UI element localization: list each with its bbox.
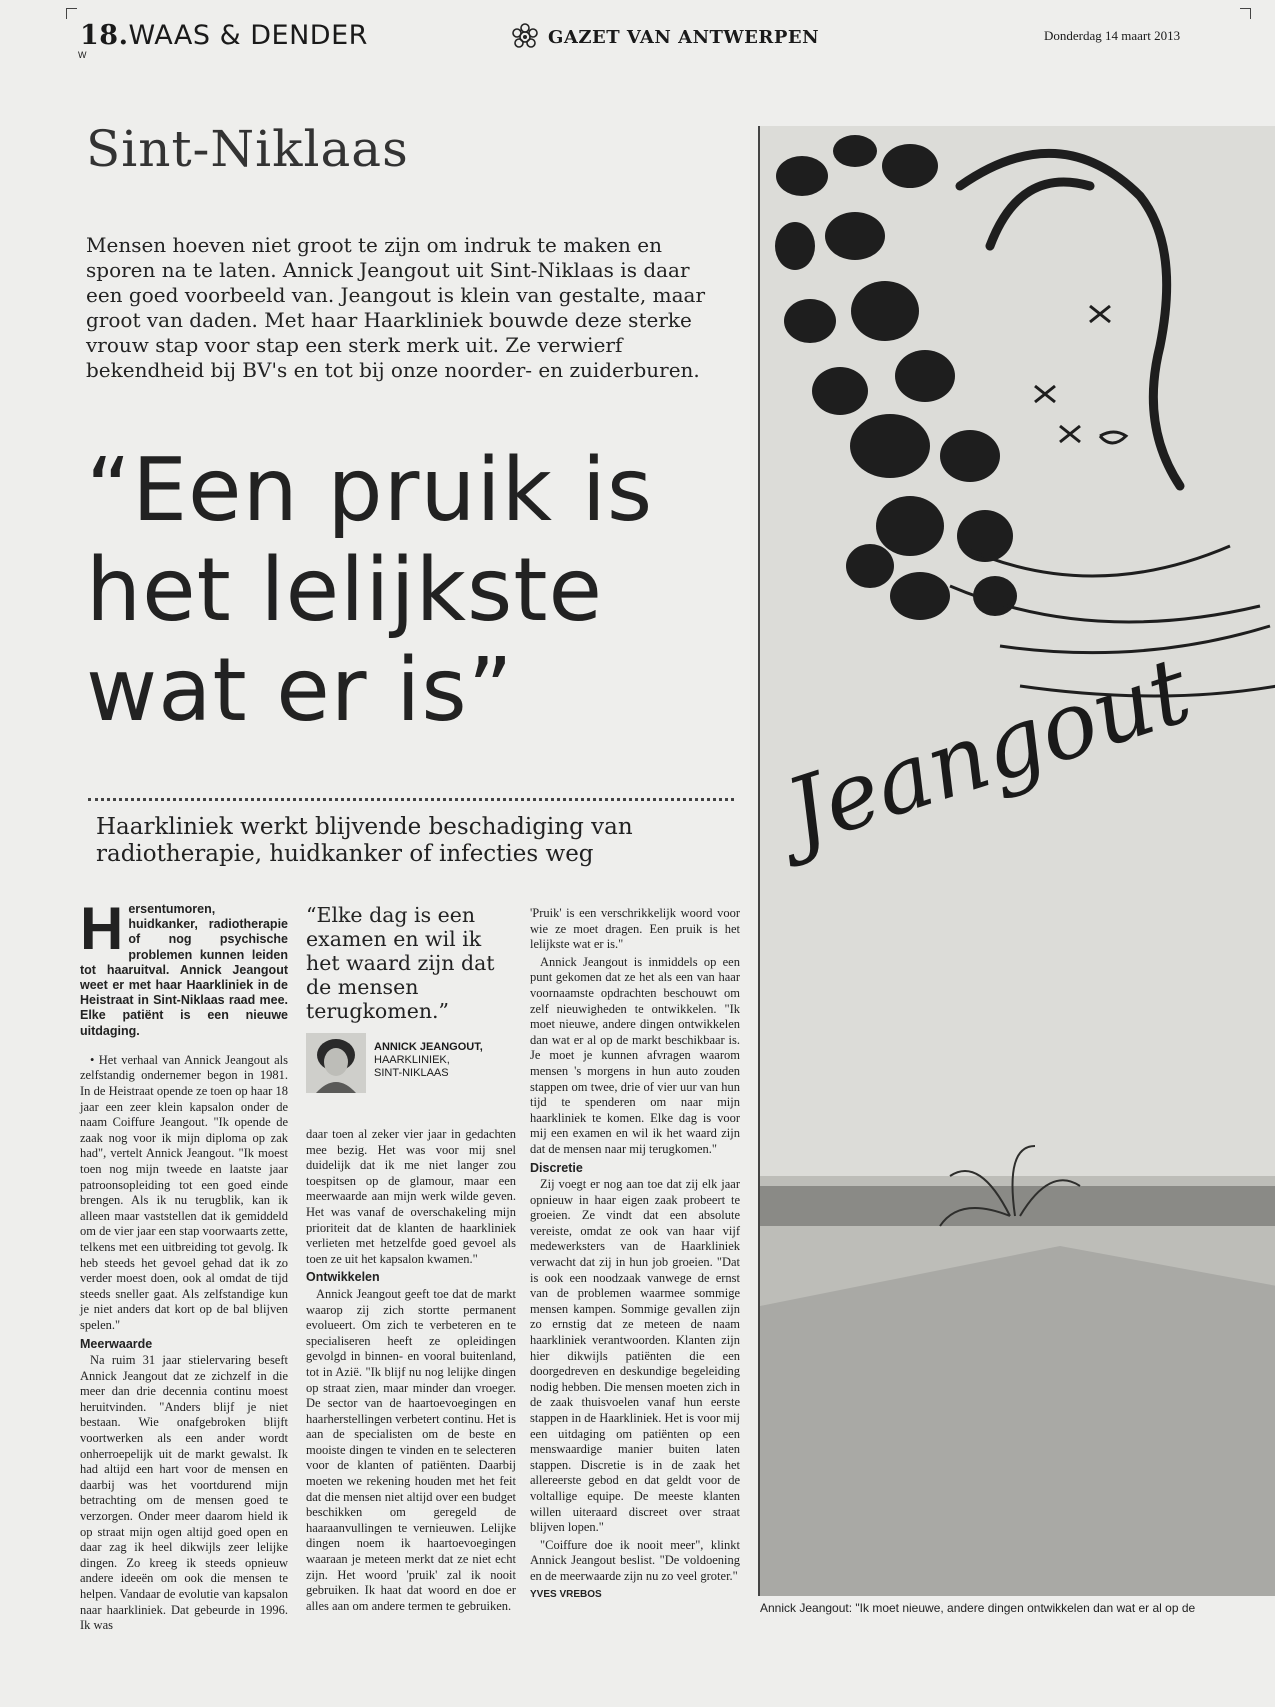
headline-line: wat er is”: [86, 639, 514, 741]
masthead: [508, 22, 819, 52]
headline-line: “Een pruik is: [86, 439, 654, 541]
body-paragraph: Zij voegt er nog aan toe dat zij elk jaar opnieuw in haar eigen zaak probeert te groeien. Ze vindt dat een absolute vereiste, omdat ze ook van haar vijf medewerksters van de Haarkliniek verwacht dat zij in hun job groeien. "Dat is ook een noodzaak vanwege de ernst van de problemen waarmee sommige mensen kampen. Sommige gevallen zijn zo ernstig dat ze meteen de naam haarkliniek verantwoorden. Klanten zijn hier dikwijls patiënten die een doorgedreven en deskundige begeleiding nodig hebben. Die mensen moeten zich in de zaak thuisvoelen vanaf hun eerste stappen in de Haarkliniek. Het is voor mij een uitdaging om patiënten op een menswaardige manier buiten laten stappen. Discretie is in de zaak het allereerste gebod en dat geldt voor de voltallige equipe. De meeste klanten willen uiteraard discreet over straat blijven lopen.": [530, 1177, 741, 1535]
article-column-1: [80, 895, 288, 1636]
intro-line: Mensen hoeven niet groot te zijn om indruk te maken en: [86, 233, 663, 257]
section-header: [80, 20, 368, 51]
intro-line: sporen na te laten. Annick Jeangout uit Sint-Niklaas is daar: [86, 258, 690, 282]
subheading-ontwikkelen: Ontwikkelen: [306, 1270, 380, 1285]
quote-line: “Elke dag is een: [306, 903, 476, 927]
wall-logo-illustration: [760, 126, 1275, 1596]
drop-cap: H: [80, 895, 124, 962]
quote-line: de mensen: [306, 975, 419, 999]
body-paragraph: • Het verhaal van Annick Jeangout als zelfstandig ondernemer begon in 1981. In de Heistraat opende ze toen op haar 18 jaar een zeer klein kapsalon onder de naam Coiffure Jeangout. "Ik opende de zaak nog voor ik mijn diploma op zak had", vertelt Annick Jeangout. "Ik moest toen nog mijn tweede en laatste jaar patroonsopleiding tot een goed einde brengen. Als ik nu terugblik, kan ik alleen maar vaststellen dat ik gemiddeld om de vier jaar een stap voorwaarts zette, telkens met een uitbreiding tot gevolg. Ik heb steeds het gevoel gehad dat ik zo verder moest doen, ook al omdat de tijd steeds sneller gaat. Als zelfstandige kun je niet anders dat kort op de bal blijven spelen.": [80, 1052, 288, 1332]
masthead-title: GAZET VAN ANTWERPEN: [548, 26, 820, 48]
quote-place: SINT-NIKLAAS: [374, 1067, 449, 1079]
intro-line: bekendheid bij BV's en tot bij onze noorder- en zuiderburen.: [86, 358, 700, 382]
dotted-divider: [88, 798, 734, 801]
rose-logo-icon: [508, 22, 542, 52]
byline: YVES VREBOS: [530, 1588, 602, 1600]
body-paragraph: Annick Jeangout is inmiddels op een punt gekomen dat ze het als een van haar voornaamste opdrachten beschouwt om zelf nieuwigheden te ontwikkelen. "Ik moet nieuwe, andere dingen ontwikkelen dan wat er al op de markt beschikbaar is. Je moet je kunnen afvragen waarom mensen 's morgens in hun auto zouden stappen om twee, drie of vier uur van hun tijd te spenderen om naar mijn haarkliniek te komen. Elke dag is voor mij een examen en wil ik het waard zijn dat de mensen naar mij terugkomen.": [530, 954, 740, 1156]
intro-line: vrouw stap voor stap een sterk merk uit. Ze verwierf: [86, 333, 623, 357]
section-name: WAAS & DENDER: [128, 20, 368, 51]
quote-role: HAARKLINIEK,: [374, 1054, 450, 1066]
body-paragraph: daar toen al zeker vier jaar in gedachten mee bezig. Het was voor mij snel duidelijk dat ik me niet langer zou toespitsen op de glamour, maar een meerwaarde aan mijn werk wilde geven. Het was vanaf de overschakeling mijn prioriteit dat de klanten de haarkliniek verlieten met hetzelfde goed gevoel als toen ze uit het kapsalon kwamen.": [306, 1127, 516, 1266]
headline-line: het lelijkste: [86, 539, 603, 641]
article-photo: [758, 126, 1275, 1596]
lead-text: ersentumoren, huidkanker, radiotherapie of nog psychische problemen kunnen leiden tot haaruitval. Annick Jeangout weet er met haar Haarkliniek in de Heistraat in Sint-Niklaas raad mee. Elke patiënt is een nieuwe uitdaging.: [80, 902, 288, 1038]
article-column-2: [306, 1127, 516, 1616]
subhead-line: radiotherapie, huidkanker of infecties weg: [96, 841, 594, 867]
subheadline: [96, 814, 633, 868]
crop-mark: [1240, 8, 1251, 19]
body-paragraph: Na ruim 31 jaar stielervaring beseft Annick Jeangout dat ze zichzelf in die meer dan drie decennia continu moest heruitvinden. "Anders blijf je niet bestaan. Wie onafgebroken blijft voortwerken als een ander wordt onherroepelijk uit de markt gewalst. Ik had altijd een hart voor de mensen en daarbij was het voortdurend mijn betrachting om de mensen goed te verzorgen. Onder meer daarom hield ik op straat mijn ogen altijd goed open en daar zag ik heel dikwijls zeer lelijke dingen. Zo kreeg ik steeds opnieuw andere ideeën om ook die mensen te helpen. Vandaar de evolutie van kapsalon naar haarkliniek. Dat gebeurde in 1996. Ik was: [80, 1353, 288, 1633]
body-paragraph: Annick Jeangout geeft toe dat de markt waarop zij zich stortte permanent evolueert. Om zich te verbeteren en te specialiseren heeft ze opleidingen gevolgd in binnen- en vooral buitenland, tot in Azië. "Ik blijf nu nog lelijke dingen op straat zien, maar minder dan vroeger. De sector van de haartoevoegingen en haarherstellingen verbetert continu. Het is aan de specialisten om de beste en mooiste dingen te vinden en te selecteren voor de klanten of patiënten. Daarbij moeten we rekening houden met het feit dat die mensen niet altijd over een budget beschikken om geregeld de haaraanvullingen te vernieuwen. Lelijke dingen noem ik haartoevoegingen waaraan je meteen merkt dat ze niet echt zijn. Het woord 'pruik' zal ik nooit gebruiken. Ik haat dat woord en doe er alles aan om andere termen te gebruiken.: [306, 1286, 516, 1613]
portrait-photo: [306, 1033, 366, 1093]
body-paragraph: "Coiffure doe ik nooit meer", klinkt Annick Jeangout beslist. "De voldoening en de meerwaarde zijn nu zo veel groter.": [530, 1537, 740, 1583]
quote-line: examen en wil ik: [306, 927, 482, 951]
quote-name: ANNICK JEANGOUT,: [374, 1041, 483, 1053]
subheading-meerwaarde: Meerwaarde: [80, 1336, 153, 1351]
article-column-3: [530, 906, 740, 1602]
body-paragraph: 'Pruik' is een verschrikkelijk woord voor wie ze moet dragen. Een pruik is het lelijkste wat er is.": [530, 906, 740, 952]
subhead-line: Haarkliniek werkt blijvende beschadiging van: [96, 814, 633, 840]
headline: [86, 440, 653, 740]
quote-line: het waard zijn dat: [306, 951, 495, 975]
page-number: 18.: [80, 20, 129, 51]
quote-line: terugkomen.”: [306, 999, 450, 1023]
article-intro: [86, 233, 726, 383]
issue-date: Donderdag 14 maart 2013: [1044, 28, 1181, 43]
crop-mark: [66, 8, 77, 19]
photo-sign-text: Jeangout: [773, 636, 1203, 867]
city-title: Sint-Niklaas: [86, 120, 409, 178]
article-lead: [80, 895, 288, 1039]
photo-caption: Annick Jeangout: "Ik moet nieuwe, andere dingen ontwikkelen dan wat er al op de: [760, 1601, 1196, 1615]
page-marker: W: [78, 50, 87, 60]
subheading-discretie: Discretie: [530, 1160, 583, 1175]
pull-quote: [306, 903, 514, 1093]
intro-line: groot van daden. Met haar Haarkliniek bouwde deze sterke: [86, 308, 692, 332]
intro-line: een goed voorbeeld van. Jeangout is klein van gestalte, maar: [86, 283, 706, 307]
